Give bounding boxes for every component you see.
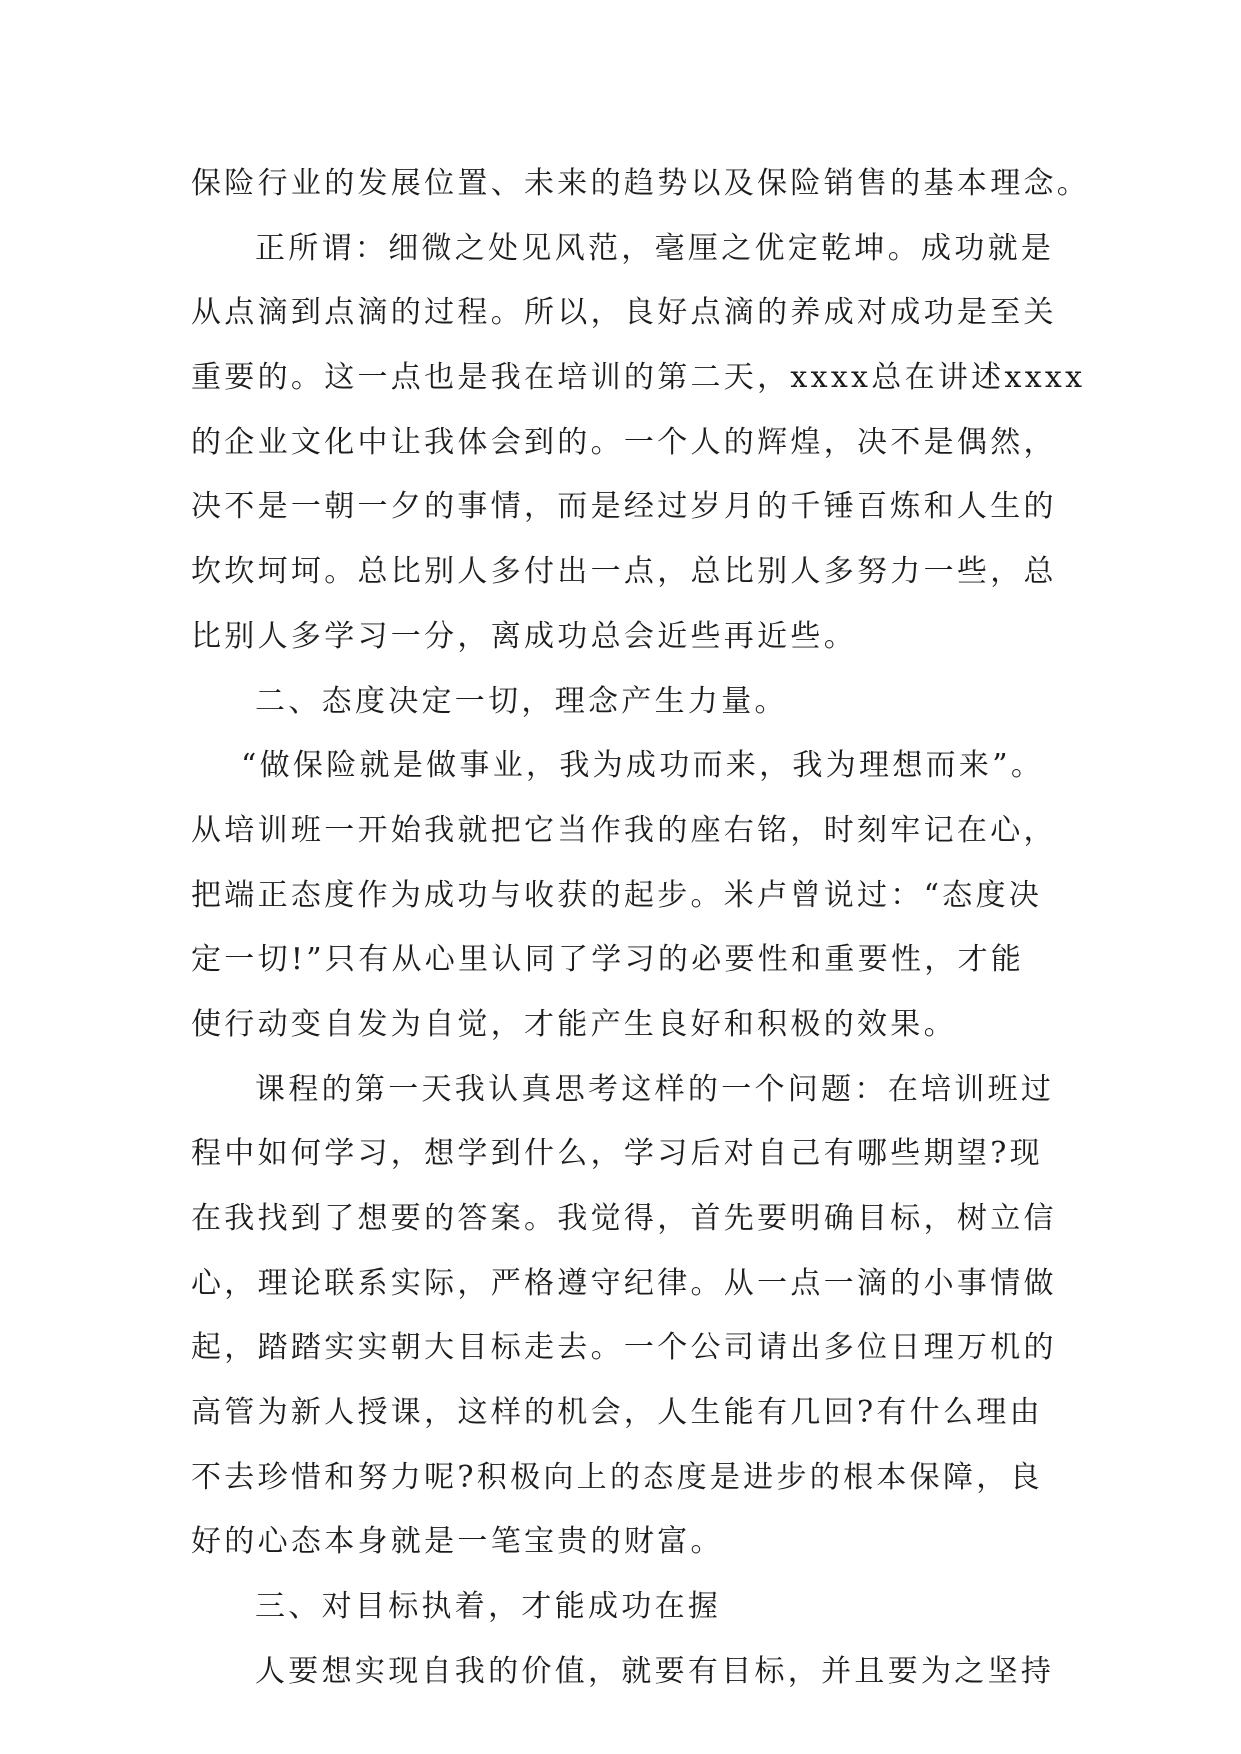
text-line: 心，理论联系实际，严格遵守纪律。从一点一滴的小事情做	[191, 1265, 1057, 1301]
text-line: 重要的。这一点也是我在培训的第二天，xxxx总在讲述xxxx	[191, 360, 1086, 396]
text-line: 决不是一朝一夕的事情，而是经过岁月的千锤百炼和人生的	[191, 489, 1057, 525]
body-text	[191, 152, 1091, 1705]
text-line: 把端正态度作为成功与收获的起步。米卢曾说过：“态度决	[191, 877, 1043, 913]
text-line: 人要想实现自我的价值，就要有目标，并且要为之坚持	[255, 1653, 1055, 1689]
text-line: 定一切!”只有从心里认同了学习的必要性和重要性，才能	[191, 942, 1025, 978]
text-line: 高管为新人授课，这样的机会，人生能有几回?有什么理由	[191, 1395, 1043, 1431]
text-line: 好的心态本身就是一笔宝贵的财富。	[191, 1524, 724, 1560]
text-line: 使行动变自发为自觉，才能产生良好和积极的效果。	[191, 1006, 957, 1042]
section-heading: 二、态度决定一切，理念产生力量。	[255, 683, 788, 719]
text-line: “做保险就是做事业，我为成功而来，我为理想而来”。	[241, 748, 1045, 784]
text-line: 在我找到了想要的答案。我觉得，首先要明确目标，树立信	[191, 1201, 1057, 1236]
text-line: 坎坎坷坷。总比别人多付出一点，总比别人多努力一些，总	[191, 554, 1057, 590]
text-line: 的企业文化中让我体会到的。一个人的辉煌，决不是偶然，	[191, 424, 1057, 460]
text-line: 不去珍惜和努力呢?积极向上的态度是进步的根本保障，良	[191, 1459, 1043, 1495]
text-line: 程中如何学习，想学到什么，学习后对自己有哪些期望?现	[191, 1136, 1043, 1172]
text-line: 保险行业的发展位置、未来的趋势以及保险销售的基本理念。	[191, 166, 1091, 201]
text-line: 从点滴到点滴的过程。所以，良好点滴的养成对成功是至关	[191, 295, 1057, 331]
text-line: 正所谓：细微之处见风范，毫厘之优定乾坤。成功就是	[255, 230, 1055, 266]
text-line: 课程的第一天我认真思考这样的一个问题：在培训班过	[255, 1071, 1055, 1107]
section-heading: 三、对目标执着，才能成功在握	[255, 1589, 722, 1625]
text-line: 从培训班一开始我就把它当作我的座右铭，时刻牢记在心，	[191, 812, 1057, 848]
text-line: 起，踏踏实实朝大目标走去。一个公司请出多位日理万机的	[191, 1330, 1057, 1366]
text-line: 比别人多学习一分，离成功总会近些再近些。	[191, 618, 857, 654]
